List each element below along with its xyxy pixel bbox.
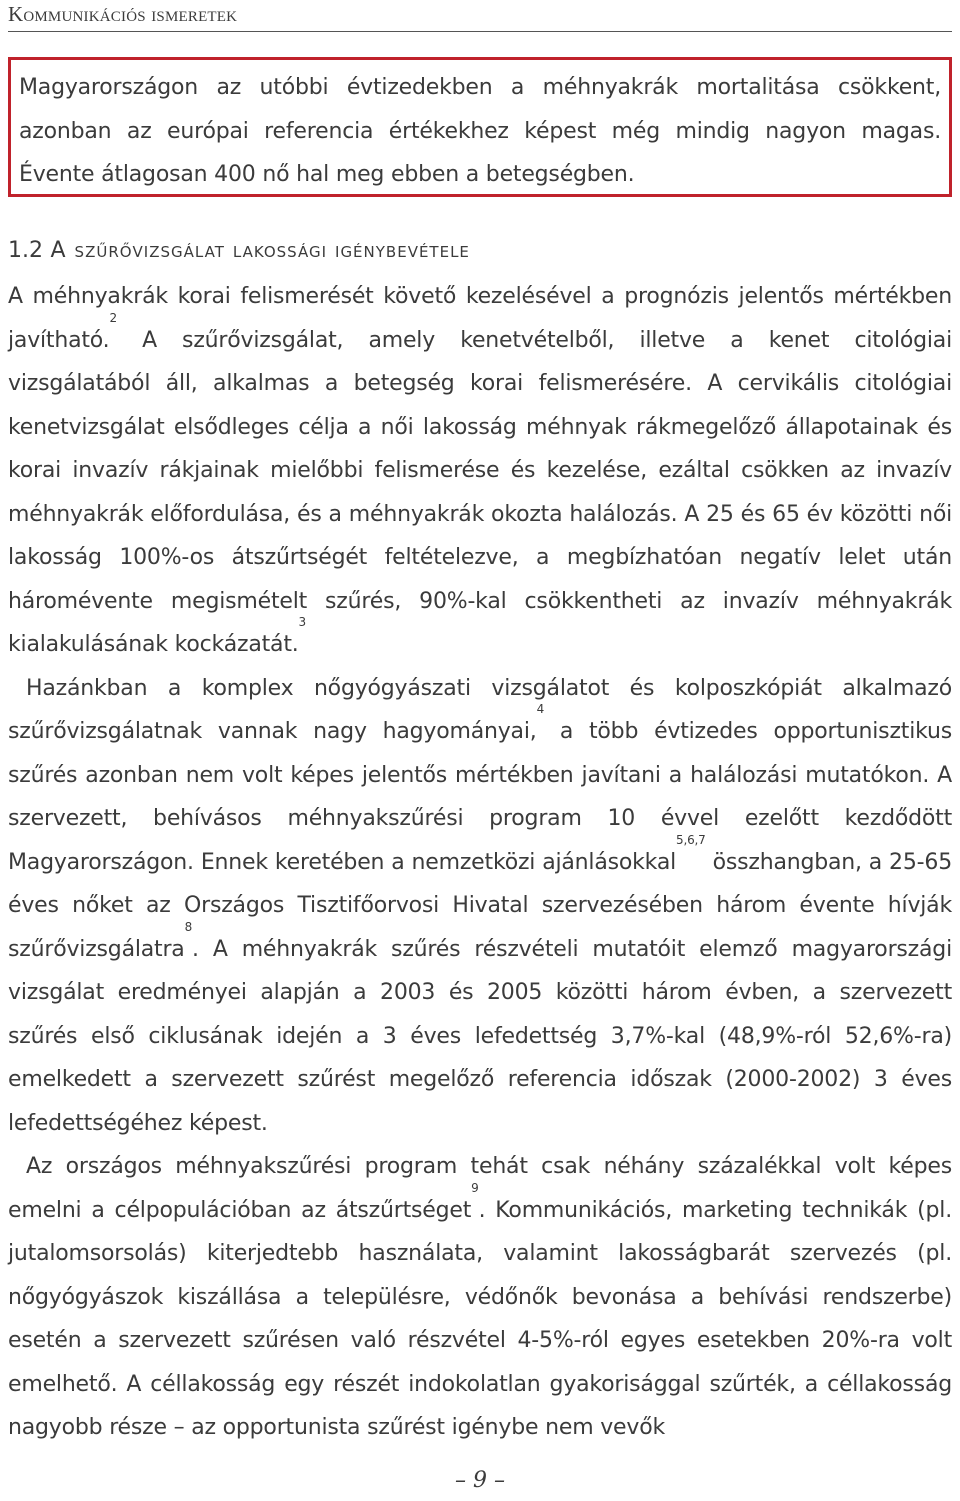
paragraph-3-part-2: . Kommunikációs, marketing technikák (pl. jutalomsorsolás) kiterjedtebb használata, valamint lakosságbarát szervezés (pl. nőgyógyászok kiszállása a településre, védőnők bevonása a behívási rendszerbe) esetén a szervezett szűrésen való részvétel 4-5%-ról egyes esetekben 20%-ra volt emelhető. A céllakosság egy részét indokolatlan gyakorisággal szűrték, a céllakosság nagyobb része – az opportunista szűrést igénybe nem vevők xyxy=(8,1197,952,1440)
highlight-box xyxy=(8,57,952,197)
paragraph-1-part-2: A szűrővizsgálat, amely kenetvételből, illetve a kenet citológiai vizsgálatából áll, alkalmas a betegség korai felismerésére. A cervikális citológiai kenetvizsgálat elsődleges célja a női lakosság méhnyak rákmegelőző állapotainak és korai invazív rákjainak mielőbbi felismerése és kezelése, ezáltal csökken az invazív méhnyakrák előfordulása, és a méhnyakrák okozta halálozás. A 25 és 65 év közötti női lakosság 100%-os átszűrtségét feltételezve, a megbízhatóan negatív lelet után háromévente megismételt szűrés, 90%-kal csökkentheti az invazív méhnyakrák kialakulásának kockázatát. xyxy=(8,327,952,657)
section-number: 1.2 xyxy=(8,238,43,263)
page-number: – 9 – xyxy=(455,1468,505,1493)
section-title: A szűrővizsgálat lakossági igénybevétele xyxy=(50,238,470,263)
paragraph-1-part-1: A méhnyakrák korai felismerését követő kezelésével a prognózis jelentős mértékben javítható. xyxy=(8,284,952,353)
footnote-ref-8: 8 xyxy=(184,919,193,934)
paragraph-2 xyxy=(8,667,952,1146)
paragraph-3-part-1: Az országos méhnyakszűrési program tehát csak néhány százalékkal volt képes emelni a célpopulációban az átszűrtséget xyxy=(8,1154,952,1223)
section-heading xyxy=(8,238,470,263)
highlight-box-text: Magyarországon az utóbbi évtizedekben a méhnyakrák mortalitása csökkent, azonban az európai referencia értékekhez képest még mindig nagyon magas. Évente átlagosan 400 nő hal meg ebben a betegségben. xyxy=(19,75,941,187)
paragraph-2-part-4: . A méhnyakrák szűrés részvételi mutatóit elemző magyarországi vizsgálat eredményei alapján a 2003 és 2005 közötti három évben, a szervezett szűrés első ciklusának idején a 3 éves lefedettség 3,7%-kal (48,9%-ról 52,6%-ra) emelkedett a szervezett szűrést megelőző referencia időszak (2000-2002) 3 éves lefedettségéhez képest. xyxy=(8,936,952,1136)
header-rule xyxy=(8,31,952,32)
footnote-ref-3: 3 xyxy=(298,615,306,629)
paragraph-2-part-1: Hazánkban a komplex nőgyógyászati vizsgálatot és kolposzkópiát alkalmazó szűrővizsgálatnak vannak nagy hagyományai, xyxy=(8,675,952,744)
running-header: Kommunikációs ismeretek xyxy=(8,2,238,26)
paragraph-2-part-2: a több évtizedes opportunisztikus szűrés azonban nem volt képes jelentős mértékben javítani a halálozási mutatókon. A szervezett, behívásos méhnyakszűrési program 10 évvel ezelőtt kezdődött Magyarországon. Ennek keretében a nemzetközi ajánlásokkal xyxy=(8,719,952,875)
body-text xyxy=(8,275,952,1450)
footnote-ref-2: 2 xyxy=(109,310,117,325)
footnote-ref-9: 9 xyxy=(471,1180,479,1195)
footnote-ref-4: 4 xyxy=(536,702,544,716)
paragraph-2-part-3: összhangban, a 25-65 éves nőket az Országos Tisztifőorvosi Hivatal szervezésében három évente hívják szűrővizsgálatra xyxy=(8,849,952,962)
footnote-ref-5-6-7: 5,6,7 xyxy=(676,832,706,847)
paragraph-1 xyxy=(8,275,952,667)
paragraph-3 xyxy=(8,1145,952,1450)
